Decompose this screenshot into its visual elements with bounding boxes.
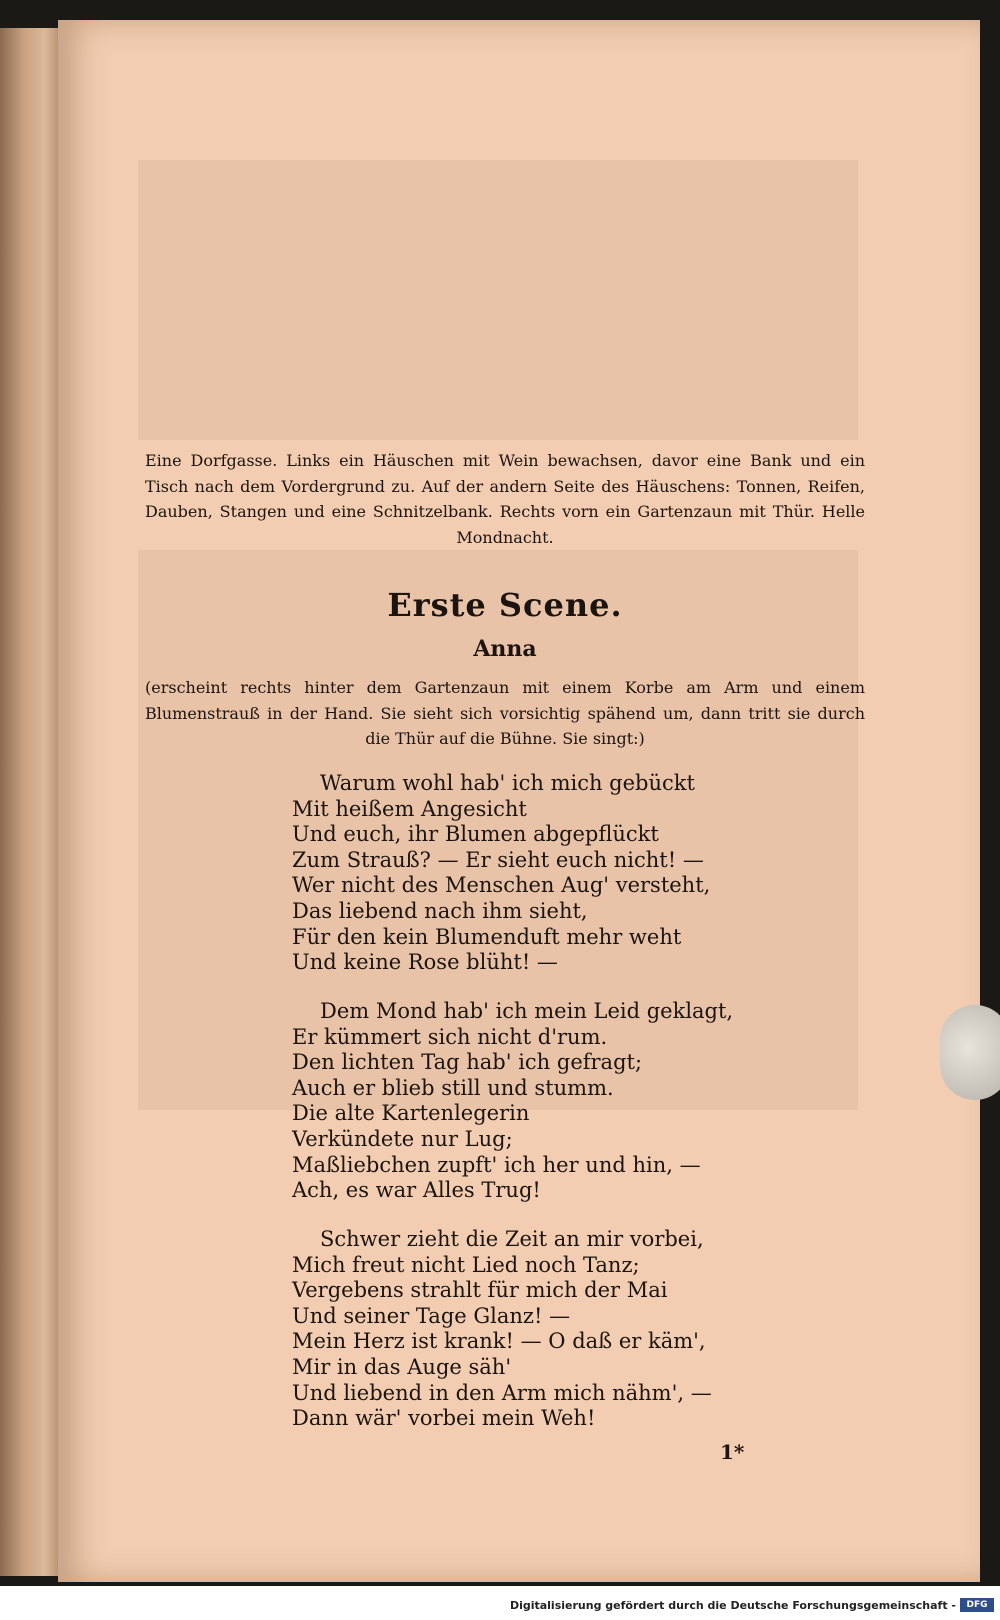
thumb-holding-page	[940, 1005, 1000, 1100]
verse-line: Mich freut nicht Lied noch Tanz;	[292, 1252, 640, 1277]
verse-line: Und euch, ihr Blumen abgepflückt	[292, 822, 659, 847]
verse-line: Verkündete nur Lug;	[292, 1126, 513, 1151]
verse-line: Auch er blieb still und stumm.	[292, 1075, 614, 1100]
verse-line: Maßliebchen zupft' ich her und hin, —	[292, 1152, 701, 1177]
dfg-logo: DFG	[960, 1598, 994, 1612]
character-direction: (erscheint rechts hinter dem Gartenzaun mit einem Korbe am Arm und einem Blumenstrauß in der Hand. Sie sieht sich vorsichtig spähend um, dann tritt sie durch die Thür auf die Bühne. Sie singt:)	[145, 678, 865, 748]
verse-line: Die alte Kartenlegerin	[292, 1101, 530, 1126]
stanza-2	[292, 999, 733, 1204]
verse-line: Mir in das Auge säh'	[292, 1354, 512, 1379]
book-spine	[0, 28, 60, 1576]
verse-line: Dem Mond hab' ich mein Leid geklagt,	[320, 999, 734, 1023]
verse-line: Schwer zieht die Zeit an mir vorbei,	[320, 1227, 704, 1251]
verse-line: Und keine Rose blüht! —	[292, 950, 558, 975]
verse-line: Und seiner Tage Glanz! —	[292, 1303, 571, 1328]
verse-line: Vergebens strahlt für mich der Mai	[292, 1278, 668, 1303]
character-name: Anna	[473, 636, 537, 662]
scene-title: Erste Scene.	[387, 586, 623, 624]
verse-line: Mit heißem Angesicht	[292, 796, 527, 821]
verse-line: Wer nicht des Menschen Aug' versteht,	[292, 873, 711, 898]
footer-credit: Digitalisierung gefördert durch die Deutsche Forschungsgemeinschaft -	[509, 1599, 956, 1612]
verse-line: Zum Strauß? — Er sieht euch nicht! —	[292, 847, 704, 872]
verse-line: Den lichten Tag hab' ich gefragt;	[292, 1050, 643, 1075]
printer-signature: 1*	[720, 1440, 745, 1464]
verse-line: Und liebend in den Arm mich nähm', —	[292, 1380, 712, 1405]
stanza-3	[292, 1227, 712, 1432]
bleed-through-text	[138, 160, 858, 440]
stanza-1	[292, 771, 710, 976]
stage-direction: Eine Dorfgasse. Links ein Häuschen mit Wein bewachsen, davor eine Bank und ein Tisch nach dem Vordergrund zu. Auf der andern Seite des Häuschens: Tonnen, Reifen, Dauben, Stangen und eine Schnitzelbank. Rechts vorn ein Gartenzaun mit Thür. Helle Mondnacht.	[145, 451, 865, 547]
verse-line: Warum wohl hab' ich mich gebückt	[320, 771, 695, 795]
verse-line: Mein Herz ist krank! — O daß er käm',	[292, 1329, 706, 1354]
verse-line: Das liebend nach ihm sieht,	[292, 898, 588, 923]
verse-line: Dann wär' vorbei mein Weh!	[292, 1406, 596, 1431]
verse-line: Er kümmert sich nicht d'rum.	[292, 1024, 608, 1049]
verse-line: Für den kein Blumenduft mehr weht	[292, 924, 682, 949]
verse-line: Ach, es war Alles Trug!	[292, 1178, 541, 1203]
